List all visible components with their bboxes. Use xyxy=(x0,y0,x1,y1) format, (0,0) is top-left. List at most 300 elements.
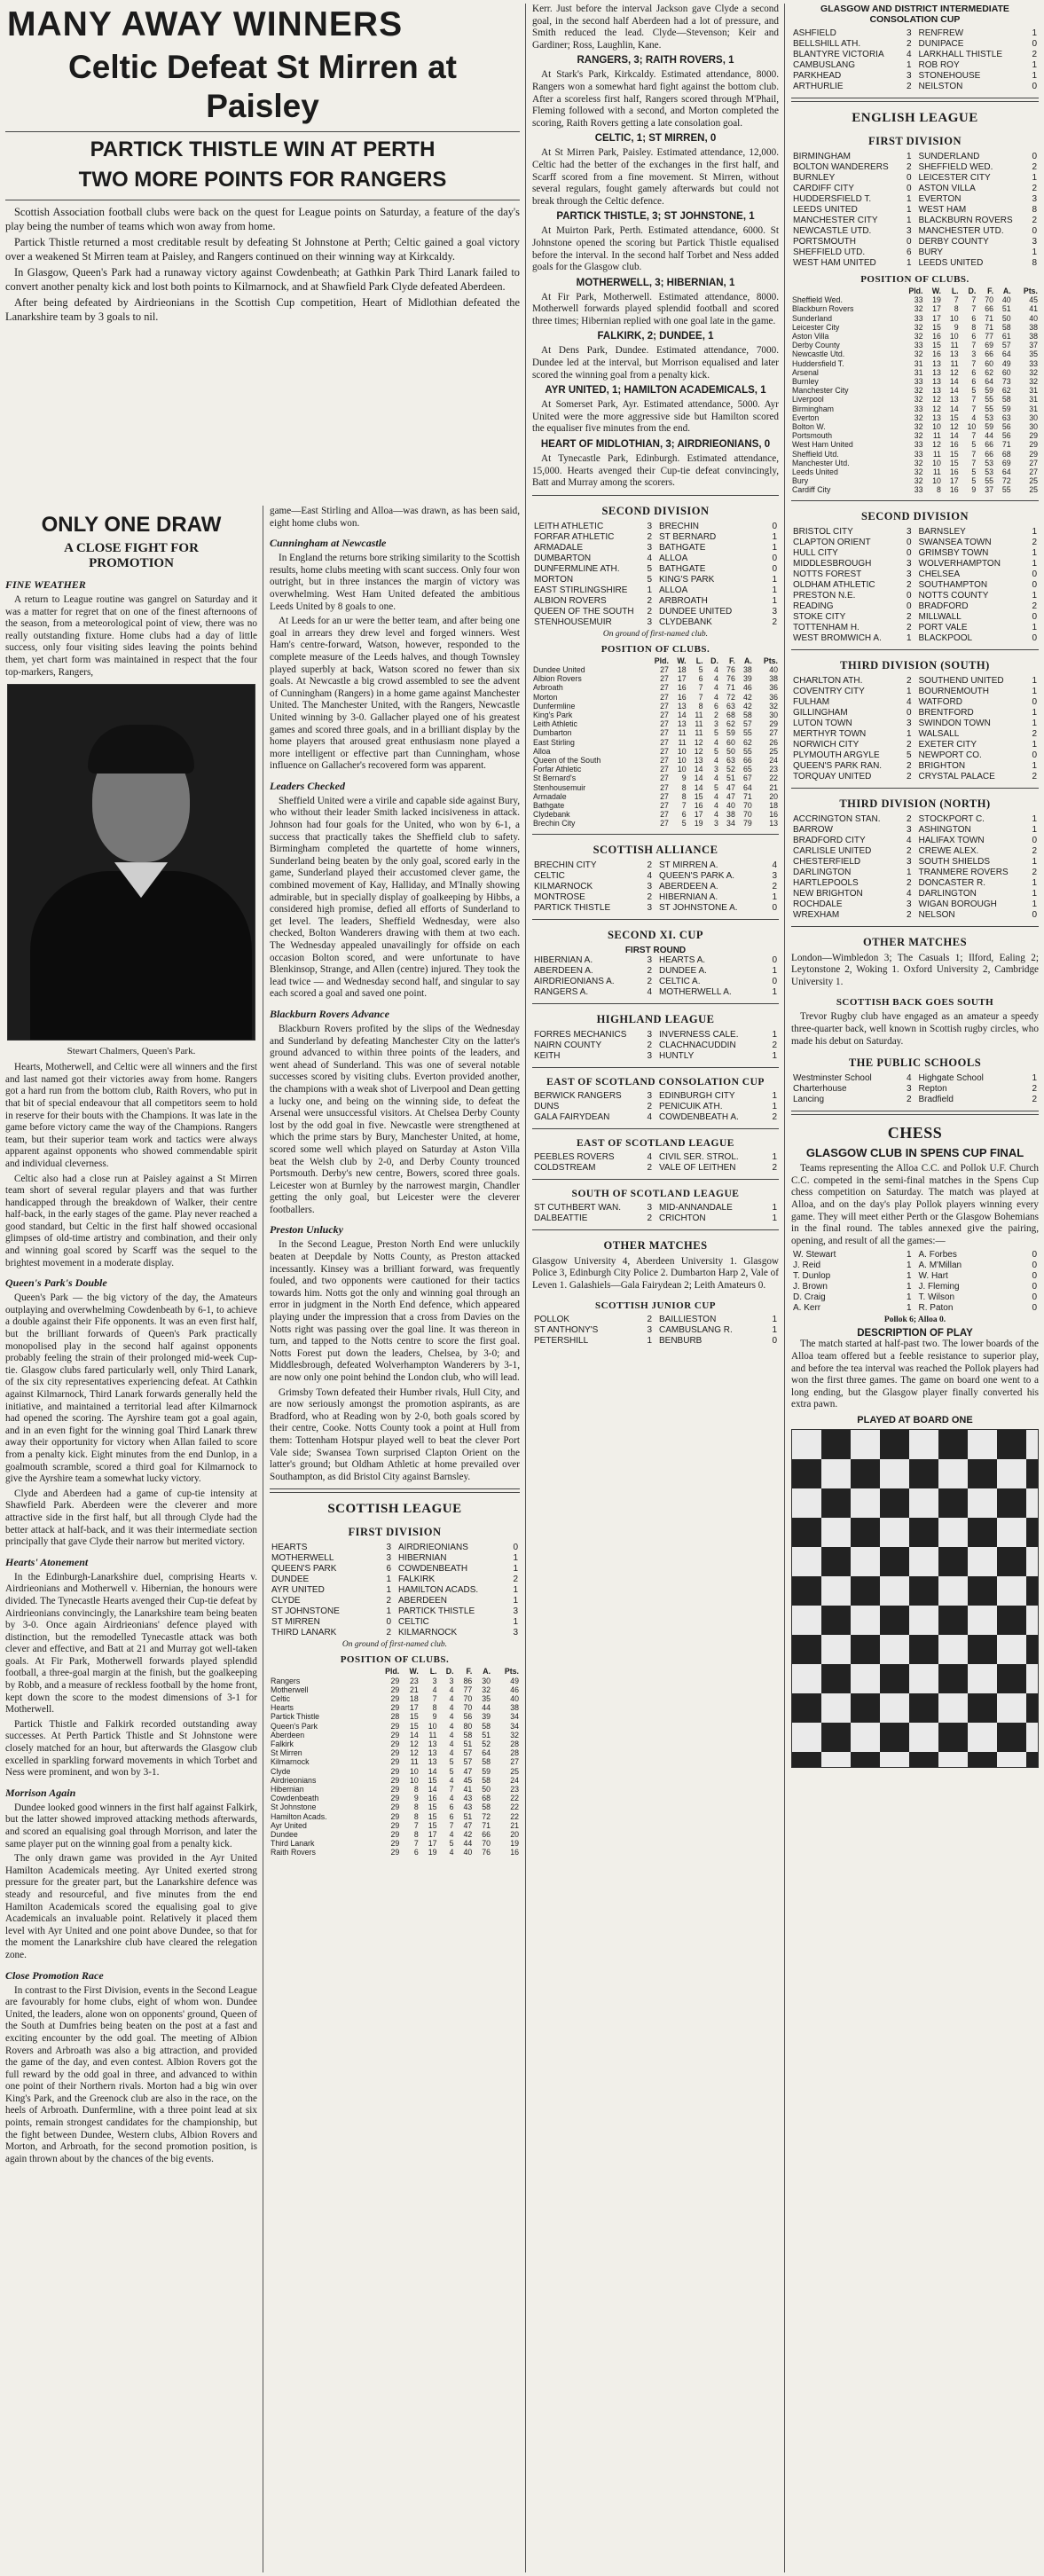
home-team: DUNDEE xyxy=(271,1575,310,1585)
table-cell: 25 xyxy=(1029,476,1038,486)
table-cell: 29 xyxy=(390,1721,400,1731)
table-cell: Burnley xyxy=(792,377,819,387)
table-row xyxy=(270,1748,520,1757)
home-score: 3 xyxy=(386,1543,391,1553)
divider xyxy=(532,1003,779,1004)
home-team: FORRES MECHANICS xyxy=(534,1029,627,1040)
divider xyxy=(791,500,1039,501)
away-score: 4 xyxy=(772,860,777,870)
home-score: 0 xyxy=(906,237,912,247)
east-league-title: EAST OF SCOTLAND LEAGUE xyxy=(577,1137,734,1149)
away-team: GRIMSBY TOWN xyxy=(918,547,989,558)
table-cell: 15 xyxy=(410,1712,419,1722)
glasgow-cup-title: GLASGOW AND DISTRICT INTERMEDIATE CONSOLATION CUP xyxy=(820,4,1009,25)
table-cell: Bolton W. xyxy=(792,422,826,432)
result-row xyxy=(793,889,1037,899)
table-cell: 13 xyxy=(932,358,941,368)
south-league-results xyxy=(534,1203,777,1224)
away-team: BATHGATE xyxy=(659,563,706,574)
away-score: 2 xyxy=(1032,216,1037,225)
table-cell: 23 xyxy=(769,765,778,774)
away-team: DERBY COUNTY xyxy=(918,237,989,247)
away-score: 1 xyxy=(772,965,777,976)
table-cell: 27 xyxy=(660,701,669,711)
away-score: 1 xyxy=(1032,526,1037,537)
table-cell: 32 xyxy=(914,332,923,342)
result-row xyxy=(534,1213,777,1224)
table-cell: 11 xyxy=(695,719,703,729)
away-score: 1 xyxy=(1032,760,1037,771)
away-score: 2 xyxy=(1032,50,1037,59)
table-cell: Sunderland xyxy=(792,313,832,323)
home-score: 3 xyxy=(647,1029,652,1040)
table-cell: 62 xyxy=(1001,386,1011,396)
home-score: 2 xyxy=(906,771,912,781)
home-team: NOTTS FOREST xyxy=(793,569,862,579)
home-team: LEITH ATHLETIC xyxy=(534,521,604,531)
home-team: PORTSMOUTH xyxy=(793,237,856,247)
table-cell: Celtic xyxy=(271,1693,290,1703)
home-score: 1 xyxy=(906,152,912,161)
result-row xyxy=(534,585,777,596)
table-cell: 29 xyxy=(390,1820,400,1830)
table-cell: 10 xyxy=(410,1766,419,1776)
table-cell: 58 xyxy=(482,1802,491,1812)
table-cell: 7 xyxy=(971,449,977,459)
table-cell: 77 xyxy=(985,332,994,342)
table-cell: 51 xyxy=(463,1811,473,1821)
table-cell: Airdrieonians xyxy=(271,1775,317,1785)
table-cell: Cardiff City xyxy=(792,485,831,495)
home-team: CHARLTON ATH. xyxy=(793,675,863,686)
scottish-league-results xyxy=(271,1543,518,1638)
table-row xyxy=(270,1703,520,1712)
match-report: At Somerset Park, Ayr. Estimated attendance, 5000. Ayr United were the more aggressive side but Hamilton scored the equaliser five minutes from the end. xyxy=(532,399,779,435)
chess-subtitle: GLASGOW CLUB IN SPENS CUP FINAL xyxy=(805,1146,1024,1160)
home-team: CLAPTON ORIENT xyxy=(793,537,871,547)
away-score: 1 xyxy=(772,1090,777,1101)
away-team: INVERNESS CALE. xyxy=(659,1029,739,1040)
table-row xyxy=(791,422,1039,431)
table-cell: 13 xyxy=(428,1757,437,1767)
table-cell: 65 xyxy=(742,765,752,774)
article-paragraph: The only drawn game was provided in the Ayr United Hamilton Academicals meeting. Ayr United exerted strong pressure for the greater part, but the Lanarkshire defence was steady and resourceful, and five minutes from the end Hamilton Academicals scored the equalising goal to give Academicals an invaluable point. Relatively it placed them level with Ayr United and one point above Dundee, so that for the moment the Lanarkshire club have cleared the relegation zone. xyxy=(5,1853,257,1960)
table-cell: 34 xyxy=(510,1712,519,1722)
table-cell: 25 xyxy=(510,1766,519,1776)
table-cell: 14 xyxy=(949,431,959,441)
table-cell: 28 xyxy=(510,1748,519,1758)
result-row xyxy=(534,1112,777,1123)
result-row xyxy=(793,612,1037,623)
result-row xyxy=(534,1325,777,1336)
subheading: Morrison Again xyxy=(5,1786,76,1799)
position-title: POSITION OF CLUBS. xyxy=(600,643,710,655)
table-cell: Clydebank xyxy=(533,810,570,820)
table-cell: 13 xyxy=(932,377,941,387)
column-rule xyxy=(525,4,526,2572)
header-cell: F. xyxy=(729,656,735,665)
home-team: ARMADALE xyxy=(534,542,584,553)
away-team: NOTTS COUNTY xyxy=(918,590,989,601)
away-score: 1 xyxy=(772,1315,777,1325)
home-team: MERTHYR TOWN xyxy=(793,728,867,739)
result-row xyxy=(793,814,1037,825)
away-team: R. Paton xyxy=(918,1303,954,1314)
table-row xyxy=(791,440,1039,449)
away-score: 2 xyxy=(513,1575,518,1585)
away-team: MOTHERWELL A. xyxy=(659,986,732,997)
table-cell: Stenhousemuir xyxy=(533,782,586,792)
table-cell: 13 xyxy=(677,701,687,711)
table-cell: 9 xyxy=(432,1712,437,1722)
away-team: SOUTH SHIELDS xyxy=(918,856,991,867)
table-cell: 58 xyxy=(482,1757,491,1767)
table-cell: 58 xyxy=(482,1775,491,1785)
table-cell: 11 xyxy=(410,1757,419,1767)
away-team: ASHINGTON xyxy=(918,824,971,835)
away-team: BAILLIESTON xyxy=(659,1315,717,1325)
table-cell: 10 xyxy=(932,458,941,467)
table-cell: 55 xyxy=(985,404,994,413)
table-cell: 55 xyxy=(1001,485,1011,495)
result-row xyxy=(534,966,777,977)
away-team: SHEFFIELD WED. xyxy=(918,162,993,172)
table-cell: 32 xyxy=(914,386,923,396)
table-cell: 70 xyxy=(463,1703,473,1713)
intro-paragraph: Partick Thistle returned a most creditable result by defeating St Johnstone at Perth; Celtic gained a goal victory over a weakened St Mirren team at Paisley, and Rangers continued on their winning way at Kirkcaldy. xyxy=(5,236,520,263)
table-cell: 32 xyxy=(914,395,923,404)
away-score: 0 xyxy=(1032,1271,1037,1282)
result-row xyxy=(793,162,1037,173)
away-score: 1 xyxy=(1032,899,1037,909)
table-cell: 22 xyxy=(769,774,778,783)
table-cell: 63 xyxy=(726,701,735,711)
table-cell: 8 xyxy=(971,322,977,332)
away-team: ABERDEEN xyxy=(398,1596,448,1606)
home-team: Charterhouse xyxy=(793,1084,847,1095)
home-team: LUTON TOWN xyxy=(793,718,852,728)
away-team: DONCASTER R. xyxy=(918,877,986,888)
result-row xyxy=(793,591,1037,601)
table-cell: 62 xyxy=(742,737,752,747)
home-score: 2 xyxy=(906,579,912,590)
result-row xyxy=(793,39,1037,50)
table-cell: 7 xyxy=(698,683,703,693)
divider xyxy=(532,834,779,835)
away-score: 0 xyxy=(1032,750,1037,760)
home-team: BARROW xyxy=(793,824,833,835)
away-team: ASTON VILLA xyxy=(918,184,976,193)
table-cell: 7 xyxy=(971,395,977,404)
table-row xyxy=(791,304,1039,313)
table-cell: 27 xyxy=(660,774,669,783)
table-cell: 14 xyxy=(410,1730,419,1740)
table-cell: 51 xyxy=(482,1730,491,1740)
result-row xyxy=(534,532,777,543)
position-title: POSITION OF CLUBS. xyxy=(860,274,969,285)
table-cell: St Mirren xyxy=(271,1748,302,1758)
table-cell: 14 xyxy=(428,1766,437,1776)
home-team: PETERSHILL xyxy=(534,1336,589,1347)
result-row xyxy=(793,708,1037,719)
away-team: HAMILTON ACADS. xyxy=(398,1585,479,1596)
table-cell: 43 xyxy=(463,1802,473,1812)
league-table xyxy=(532,656,779,829)
home-score: 2 xyxy=(647,1101,652,1111)
home-score: 0 xyxy=(386,1617,391,1628)
table-cell: 10 xyxy=(677,756,687,766)
away-team: WIGAN BOROUGH xyxy=(918,899,997,909)
table-cell: 69 xyxy=(1001,458,1011,467)
table-cell: 15 xyxy=(949,449,959,459)
home-score: 2 xyxy=(906,760,912,771)
table-cell: 40 xyxy=(1029,313,1038,323)
table-cell: 15 xyxy=(428,1820,437,1830)
table-cell: 30 xyxy=(1029,412,1038,422)
home-score: 2 xyxy=(647,595,652,606)
table-cell: 10 xyxy=(410,1775,419,1785)
table-cell: 59 xyxy=(985,422,994,432)
home-score: 3 xyxy=(906,226,912,236)
table-cell: 32 xyxy=(914,349,923,359)
away-score: 8 xyxy=(1032,258,1037,268)
home-score: 1 xyxy=(906,1271,912,1282)
table-cell: Aston Villa xyxy=(792,332,829,342)
result-row xyxy=(793,82,1037,92)
header-cell: F. xyxy=(987,287,994,295)
table-cell: 52 xyxy=(482,1739,491,1748)
home-team: NAIRN COUNTY xyxy=(534,1040,602,1050)
table-cell: 58 xyxy=(1001,322,1011,332)
home-team: DUMBARTON xyxy=(534,553,592,563)
away-team: AIRDRIEONIANS xyxy=(398,1543,468,1553)
away-team: RENFREW xyxy=(918,28,964,38)
table-cell: 39 xyxy=(482,1712,491,1722)
table-row xyxy=(791,413,1039,422)
column-3 xyxy=(527,0,784,2576)
away-score: 3 xyxy=(513,1628,518,1638)
away-score: 1 xyxy=(772,1213,777,1223)
table-cell: 33 xyxy=(914,295,923,305)
table-row xyxy=(532,683,779,692)
table-cell: 15 xyxy=(428,1811,437,1821)
home-team: WREXHAM xyxy=(793,909,840,920)
result-row xyxy=(793,687,1037,697)
table-cell: 12 xyxy=(694,737,703,747)
away-score: 0 xyxy=(1032,632,1037,643)
table-cell: 27 xyxy=(660,765,669,774)
result-row xyxy=(793,729,1037,740)
masthead xyxy=(0,0,525,399)
away-score: 0 xyxy=(1032,835,1037,845)
table-cell: 4 xyxy=(449,1730,454,1740)
table-cell: 11 xyxy=(428,1730,437,1740)
away-score: 0 xyxy=(772,976,777,986)
away-score: 3 xyxy=(772,606,777,617)
divider xyxy=(532,1229,779,1230)
table-cell: 70 xyxy=(985,295,994,305)
table-cell: 13 xyxy=(428,1739,437,1748)
table-cell: 12 xyxy=(932,395,941,404)
table-cell: 33 xyxy=(914,449,923,459)
english-league-title: ENGLISH LEAGUE xyxy=(852,111,978,125)
result-row xyxy=(534,1091,777,1102)
home-team: D. Craig xyxy=(793,1292,826,1303)
article-paragraph: Dundee looked good winners in the first half against Falkirk, but the latter showed improved attacking methods afterwards, and scored an equalising goal through Morrison, and later the same player put on the winning goal from a penalty kick. xyxy=(5,1802,257,1850)
table-cell: 11 xyxy=(932,431,941,441)
table-cell: 57 xyxy=(463,1757,473,1767)
table-cell: 55 xyxy=(985,476,994,486)
table-cell: Hearts xyxy=(271,1703,294,1713)
home-score: 1 xyxy=(906,258,912,268)
home-team: J. Brown xyxy=(793,1282,828,1292)
home-team: CHESTERFIELD xyxy=(793,856,861,867)
table-cell: 35 xyxy=(1029,349,1038,359)
home-score: 3 xyxy=(386,1553,391,1564)
table-cell: 7 xyxy=(971,341,977,350)
table-cell: 16 xyxy=(677,692,687,702)
away-score: 3 xyxy=(772,870,777,881)
description-text: The match started at half-past two. The lower boards of the Alloa team offered but a feeble resistance to superior play, and before the tea interval was reached the Pollok players had won the first three games. The game on board one went to a long ending, but the Glasgow player finally converted his extra pawn. xyxy=(791,1339,1039,1410)
away-score: 2 xyxy=(772,1040,777,1050)
home-score: 3 xyxy=(647,954,652,965)
table-cell: 11 xyxy=(950,341,959,350)
table-cell: 4 xyxy=(714,674,718,684)
table-cell: 38 xyxy=(769,674,778,684)
away-team: T. Wilson xyxy=(918,1292,955,1303)
home-team: PARTICK THISTLE xyxy=(534,902,611,913)
highland-title: HIGHLAND LEAGUE xyxy=(596,1012,715,1025)
article-paragraph: In the Second League, Preston North End were unluckily beaten at Deepdale by Notts County, as Preston attacked incessantly. Kinsey was a brilliant forward, was frequently fouled, and two opponents were cautioned for their tactics towards him. Notts got the only and winning goal through an error in judgment in the North End defence, which appeared playing under the impression that a cross from Davies on the Notts right was passing over the goal line. It was thereon in turn, and tapped to the Notts centre to score the first goal. Notts Forest put down the leaders, Chelsea, by 3-0; and Middlesbrough, defeated Wolverhampton Wanderers by 3-1, are now only one point behind the London club, who will lead. xyxy=(270,1239,520,1383)
away-team: DARLINGTON xyxy=(918,888,977,899)
table-cell: 7 xyxy=(954,295,959,305)
home-score: 4 xyxy=(906,50,912,59)
home-team: ST JOHNSTONE xyxy=(271,1606,340,1617)
article-paragraph: game—East Stirling and Alloa—was drawn, as has been said, eight home clubs won. xyxy=(270,506,520,529)
result-row xyxy=(793,857,1037,868)
match-report: At St Mirren Park, Paisley. Estimated attendance, 12,000. Celtic had the better of the exchanges in the first half, and Scarff scored from a fine movement. St Mirren, without several regulars, fought gamely afterwards but could not break through the Celtic defence. xyxy=(532,147,779,207)
deck-1: PARTICK THISTLE WIN AT PERTH xyxy=(90,137,436,161)
table-cell: 16 xyxy=(677,683,687,693)
table-cell: 29 xyxy=(390,1811,400,1821)
home-score: 1 xyxy=(906,1261,912,1271)
table-cell: 76 xyxy=(726,674,735,684)
table-cell: 51 xyxy=(726,774,735,783)
home-team: CLYDE xyxy=(271,1596,301,1606)
away-score: 0 xyxy=(1032,1303,1037,1314)
table-row xyxy=(270,1830,520,1839)
table-cell: 4 xyxy=(714,810,718,820)
away-team: HIBERNIAN A. xyxy=(659,891,718,902)
result-row xyxy=(793,1292,1037,1303)
home-score: 3 xyxy=(647,521,652,531)
table-cell: 16 xyxy=(949,485,959,495)
away-team: Highgate School xyxy=(918,1073,984,1084)
table-cell: 28 xyxy=(390,1712,400,1722)
table-row xyxy=(532,674,779,683)
table-cell: King's Park xyxy=(533,711,573,720)
table-cell: 12 xyxy=(932,440,941,450)
table-cell: 27 xyxy=(660,801,669,811)
away-team: WEST HAM xyxy=(918,205,967,215)
result-row xyxy=(534,955,777,966)
table-cell: 11 xyxy=(932,449,941,459)
table-row xyxy=(532,728,779,737)
table-cell: 32 xyxy=(914,458,923,467)
away-score: 8 xyxy=(1032,205,1037,215)
table-cell: 47 xyxy=(463,1766,473,1776)
table-row xyxy=(532,665,779,674)
table-cell: 55 xyxy=(985,395,994,404)
table-cell: 3 xyxy=(449,1676,454,1685)
table-cell: Sheffield Wed. xyxy=(792,295,843,305)
home-score: 2 xyxy=(647,891,652,902)
table-cell: 7 xyxy=(449,1820,454,1830)
home-score: 4 xyxy=(906,1073,912,1084)
table-cell: 23 xyxy=(410,1676,419,1685)
away-score: 2 xyxy=(1032,771,1037,781)
result-row xyxy=(793,601,1037,612)
table-cell: 32 xyxy=(914,422,923,432)
table-cell: 33 xyxy=(1029,358,1038,368)
home-team: PLYMOUTH ARGYLE xyxy=(793,750,880,760)
table-cell: 15 xyxy=(428,1802,437,1812)
table-cell: 58 xyxy=(482,1721,491,1731)
away-team: ST JOHNSTONE A. xyxy=(659,902,738,913)
home-score: 2 xyxy=(647,965,652,976)
table-cell: Birmingham xyxy=(792,404,834,413)
photo-caption: Stewart Chalmers, Queen's Park. xyxy=(67,1046,196,1057)
away-score: 2 xyxy=(1032,1095,1037,1105)
table-cell: 68 xyxy=(1001,449,1011,459)
away-team: BLACKPOOL xyxy=(918,632,973,643)
result-row xyxy=(793,899,1037,910)
home-score: 1 xyxy=(906,205,912,215)
away-score: 1 xyxy=(513,1617,518,1628)
result-row xyxy=(793,71,1037,82)
away-score: 1 xyxy=(772,595,777,606)
table-row xyxy=(270,1794,520,1802)
table-cell: 7 xyxy=(449,1784,454,1794)
away-team: NEWPORT CO. xyxy=(918,750,982,760)
away-team: SOUTHEND UNITED xyxy=(918,675,1004,686)
result-row xyxy=(793,750,1037,761)
away-team: CRICHTON xyxy=(659,1213,706,1223)
table-row xyxy=(791,332,1039,341)
table-cell: 7 xyxy=(681,801,687,811)
result-row xyxy=(793,569,1037,580)
home-team: CARLISLE UNITED xyxy=(793,845,872,856)
table-cell: Cowdenbeath xyxy=(271,1794,319,1803)
table-row xyxy=(791,450,1039,459)
result-row xyxy=(534,543,777,554)
home-score: 2 xyxy=(386,1628,391,1638)
table-cell: 16 xyxy=(949,440,959,450)
match-report: At Tynecastle Park, Edinburgh. Estimated attendance, 15,000. Hearts avenged their Cup-tie defeat convincingly, Batt and Murray among the scorers. xyxy=(532,453,779,489)
home-team: CELTIC xyxy=(534,870,565,881)
column-4 xyxy=(786,0,1044,2576)
divider xyxy=(270,1488,520,1493)
home-team: TOTTENHAM H. xyxy=(793,622,860,632)
home-team: OLDHAM ATHLETIC xyxy=(793,579,875,590)
table-cell: 9 xyxy=(413,1794,419,1803)
table-cell: Manchester Utd. xyxy=(792,458,850,467)
result-row xyxy=(793,772,1037,782)
home-team: Westminster School xyxy=(793,1073,872,1084)
away-team: COWDENBEATH xyxy=(398,1564,468,1575)
result-row xyxy=(793,28,1037,39)
third-south-results xyxy=(793,676,1037,782)
